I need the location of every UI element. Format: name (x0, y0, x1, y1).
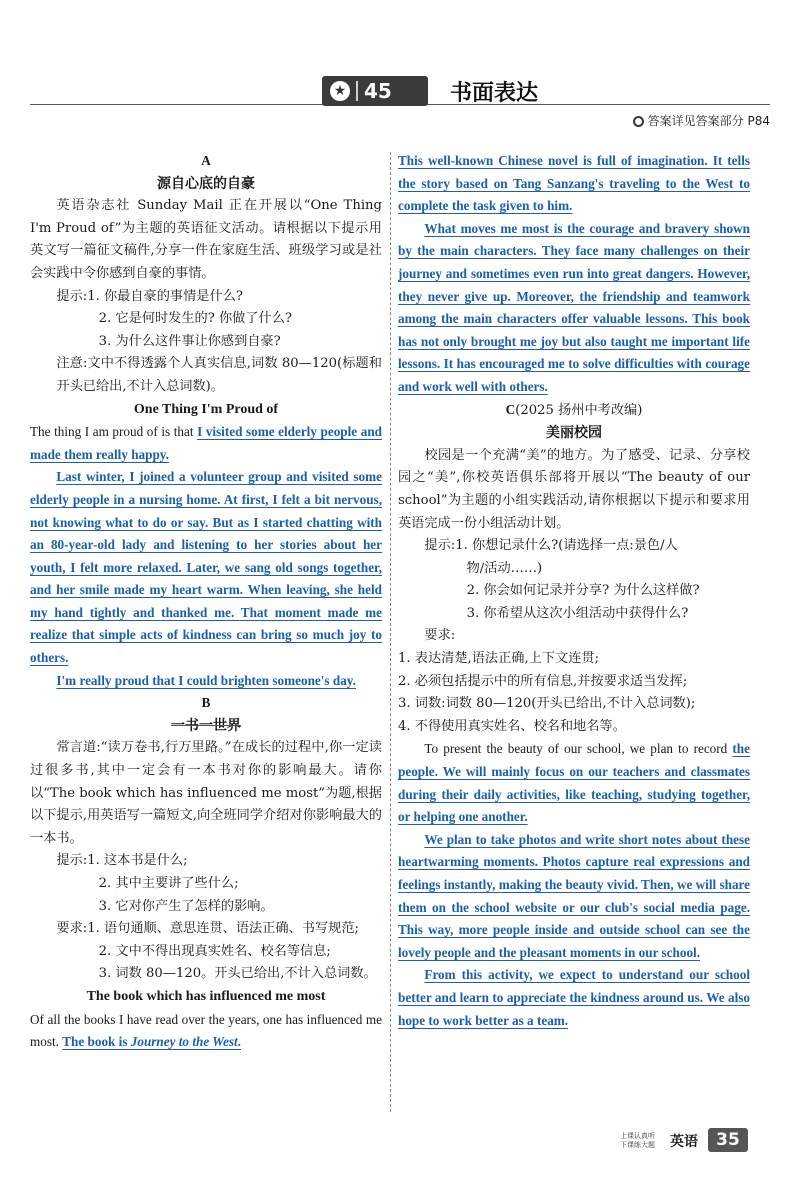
part-b-hint-2: 2. 其中主要讲了些什么; (98, 876, 239, 891)
part-a-hint-1: 提示:1. 你最自豪的事情是什么? (56, 288, 243, 304)
part-c-hint-3: 3. 你希望从这次小组活动中获得什么? (466, 605, 689, 621)
part-b-book-name: Journey to the West (130, 1034, 238, 1050)
page-header (30, 74, 770, 108)
part-b-req-3: 3. 词数 80—120。开头已给出,不计入总词数。 (98, 966, 377, 982)
star-icon: ★ (330, 81, 350, 101)
footer-slogan: 上课认真听 下课练大题 (620, 1132, 655, 1149)
part-c-req-3: 3. 词数:词数 80—120(开头已给出,不计入总词数); (398, 696, 696, 712)
part-c-answer-2: We plan to take photos and write short notes about these heartwarming moments. Photos capture real expressions and feelings instantly, making the beauty vivid. Then, we will share them on the school website or our club's social media page. This way, more people inside and outside school can see the lovely people and the pleasant moments in our school. (398, 831, 750, 960)
part-c-req-1: 1. 表达清楚,语法正确,上下文连贯; (398, 651, 600, 667)
part-c-hint-2: 2. 你会如何记录并分享? 为什么这样做? (466, 583, 700, 599)
part-c-hint-1a: 提示:1. 你想记录什么?(请选择一点:景色/人 (424, 538, 678, 554)
part-b-answer-3: What moves me most is the courage and bravery shown by the main characters. They face many challenges on their journey and sometimes even run into great dangers. However, they never give up. Moreover, the friendship and teamwork among the main characters offer valuable lessons. This book has not only brought me joy but also taught me important life lessons. It has encouraged me to solve difficulties with courage and work well with others. (398, 220, 750, 394)
part-a-prompt: 英语杂志社 Sunday Mail 正在开展以“One Thing I'm Proud of”为主题的英语征文活动。请根据以下提示用英文写一篇征文稿件,分享一件在家庭生活、班级学习或是社会实践中令你感到自豪的事情。 (30, 198, 382, 281)
part-b-req-1: 要求:1. 语句通顺、意思连贯、语法正确、书写规范; (56, 921, 359, 937)
part-a-letter: A (201, 153, 211, 168)
part-c-opening: To present the beauty of our school, we plan to record (424, 741, 733, 757)
part-c-req-4: 4. 不得使用真实姓名、校名和地名等。 (398, 718, 626, 734)
search-icon (633, 116, 644, 127)
badge-divider (356, 81, 358, 101)
footer-subject: 英语 (670, 1134, 698, 1150)
part-b-answer-2: This well-known Chinese novel is full of imagination. It tells the story based on Tang Sanzang's traveling to the West to complete the task given to him. (398, 153, 750, 214)
part-a-answer-3: I'm really proud that I could brighten someone's day. (56, 672, 356, 688)
answer-reference (633, 112, 770, 129)
part-c-answer-1: the people. We will mainly focus on our teachers and classmates during their daily activities, like teaching, studying together, or helping one another. (398, 741, 750, 825)
part-b-letter: B (201, 695, 211, 711)
part-b-req-2: 2. 文中不得出现真实姓名、校名等信息; (98, 943, 331, 959)
part-a-title: 源自心底的自豪 (157, 175, 255, 192)
part-b-hint-3: 3. 它对你产生了怎样的影响。 (98, 898, 274, 914)
part-c-heading (398, 399, 750, 423)
part-a-hint-2: 2. 它是何时发生的? 你做了什么? (98, 311, 292, 327)
part-b-answer-1a: The book is (62, 1034, 131, 1050)
part-c-req-2: 2. 必须包括提示中的所有信息,并按要求适当发挥; (398, 673, 688, 689)
part-c-source: (2025 扬州中考改编) (515, 402, 643, 418)
section-title: 书面表达 (450, 81, 539, 106)
part-b-opening: Of all the books I have read over the years, one has influenced me most. (30, 1011, 382, 1050)
part-c-req-label: 要求: (424, 628, 456, 644)
left-column (30, 150, 382, 1054)
part-a-opening: The thing I am proud of is that (30, 424, 198, 440)
part-a-answer-1: I visited some elderly people and made them really happy. (30, 424, 382, 462)
part-a-answer-para-1 (30, 421, 382, 466)
part-c-title: 美丽校园 (546, 425, 602, 442)
part-a-note: 注意:文中不得透露个人真实信息,词数 80—120(标题和开头已给出,不计入总词数)。 (56, 356, 382, 394)
part-b-answer-para-1 (30, 1009, 382, 1054)
column-divider (390, 152, 391, 1112)
part-b-prompt: 常言道:“读万卷书,行万里路。”在成长的过程中,你一定读过很多书,其中一定会有一本书对你的影响最大。请你以“The book which has influenced me most”为题,根据以下提示,用英语写一篇短文,向全班同学介绍对你影响最大的一本书。 (30, 740, 382, 846)
part-c-answer-para-1 (398, 738, 750, 828)
part-c-answer-3: From this activity, we expect to understand our school better and learn to appreciate the kindness around us. We also hope to work better as a team. (398, 967, 750, 1028)
part-b-answer-1c: . (237, 1034, 241, 1050)
part-a-essay-title: One Thing I'm Proud of (133, 401, 279, 417)
right-column (398, 150, 750, 1032)
page-number: 35 (708, 1128, 748, 1152)
part-b-hint-1: 提示:1. 这本书是什么; (56, 853, 188, 869)
page-footer (620, 1128, 770, 1154)
part-c-hint-1b: 物/活动……) (466, 560, 543, 576)
part-c-prompt: 校园是一个充满“美”的地方。为了感受、记录、分享校园之“美”,你校英语俱乐部将开展以“The beauty of our school”为主题的小组实践活动,请你根据以下提示和要求用英语完成一份小组活动计划。 (398, 447, 750, 531)
part-c-letter: C (505, 401, 516, 417)
part-b-essay-title: The book which has influenced me most (86, 988, 326, 1004)
answer-reference-text: 答案详见答案部分 P84 (647, 114, 770, 128)
section-badge (322, 76, 428, 106)
part-a-hint-3: 3. 为什么这件事让你感到自豪? (98, 333, 281, 349)
part-a-answer-2: Last winter, I joined a volunteer group and visited some elderly people in a nursing home. At first, I felt a bit nervous, not knowing what to do or say. But as I started chatting with an 80-year-old lady and listening to her stories about her youth, I felt more relaxed. Later, we sang old songs together, and her smile made my heart warm. When leaving, she held my hand tightly and thanked me. That moment made me realize that simple acts of kindness can bring so much joy to others. (30, 469, 382, 666)
part-b-title: 一书一世界 (171, 717, 241, 734)
section-number: 45 (364, 79, 392, 103)
